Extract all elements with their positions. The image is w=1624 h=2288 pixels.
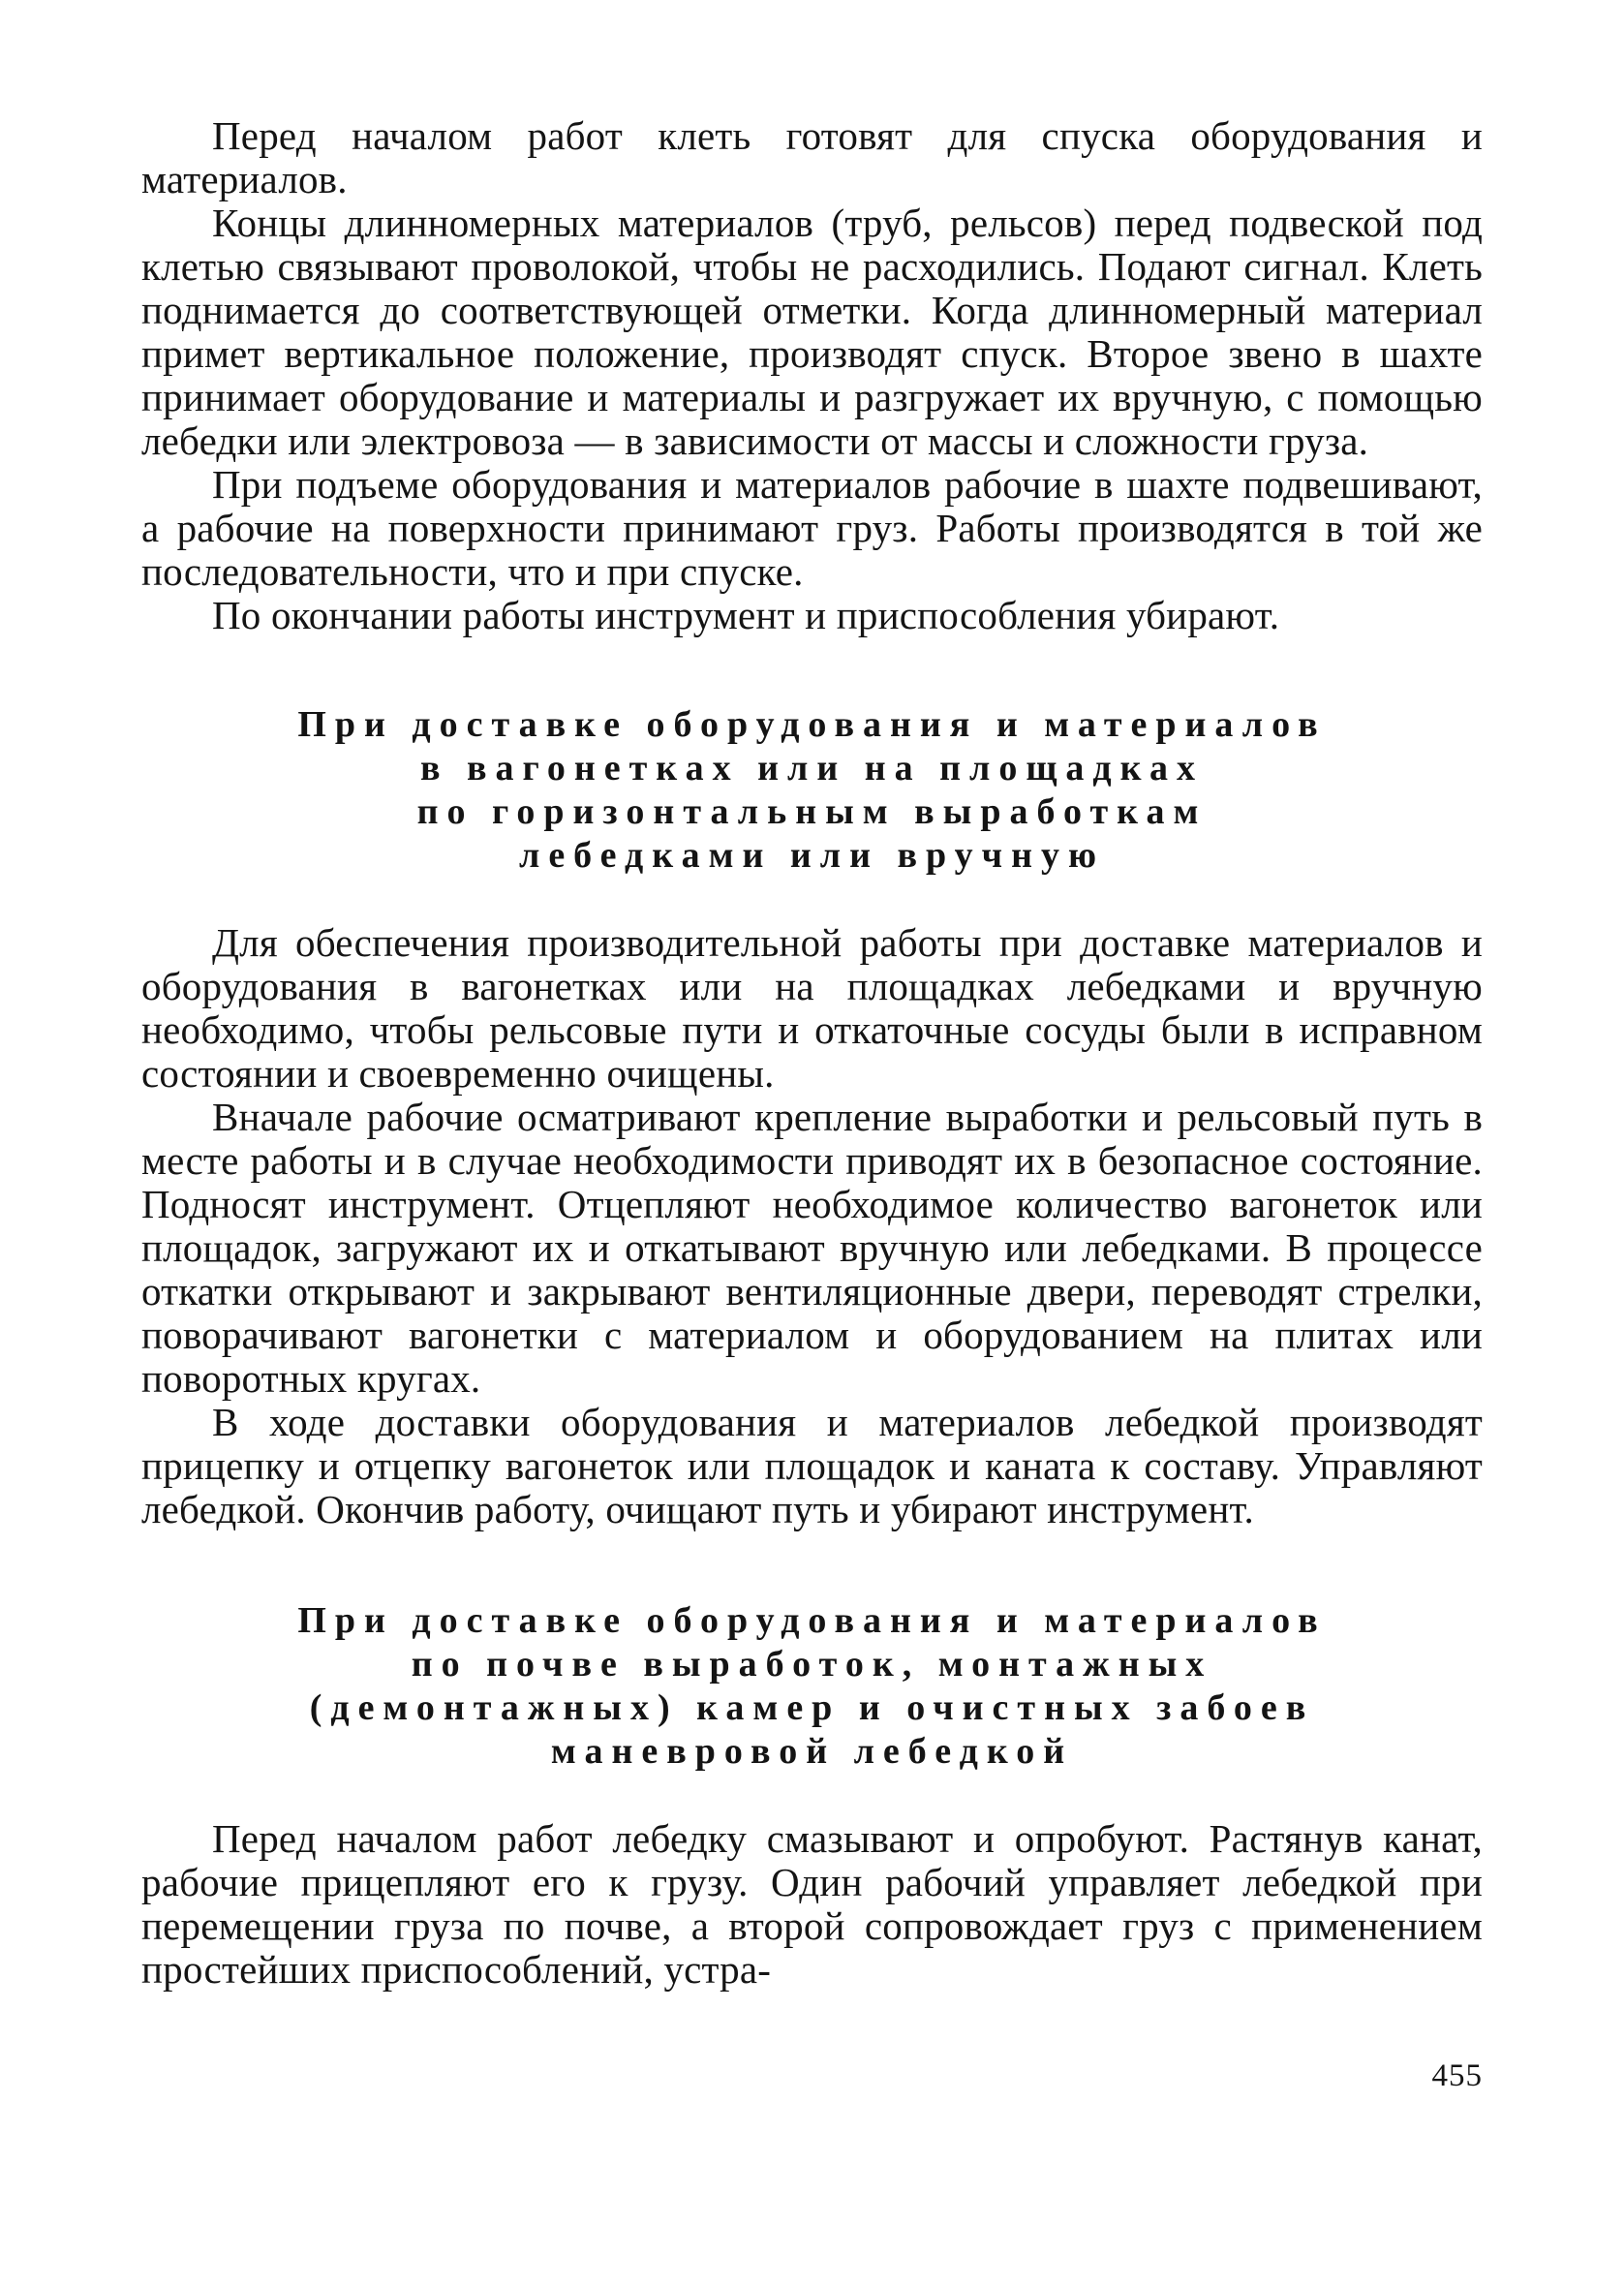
heading-line: по горизонтальным выработкам [416,791,1208,832]
paragraph: По окончании работы инструмент и приспособления убирают. [212,593,1280,637]
page-content [141,114,1483,1992]
paragraph: Концы длинномерных материалов (труб, рельсов) перед подвеской под клетью связывают проволокой, чтобы не расходились. Подают сигнал. Клеть поднимается до соответствующей отметки. Когда длинномерный материал примет вертикальное положение, производят спуск. Второе звено в шахте принимает оборудование и материалы и разгружает их вручную, с помощью лебедки или электровоза — в зависимости от массы и сложности груза. [141,201,1483,463]
paragraph: Перед началом работ лебедку смазывают и опробуют. Растянув канат, рабочие прицепляют его к грузу. Один рабочий управляет лебедкой при перемещении груза по почве, а второй сопровождает груз с применением простейших приспособлений, устра- [141,1816,1483,1992]
section-lift-cage [141,114,1483,637]
heading-line: в вагонетках или на площадках [420,748,1204,788]
page-number: 455 [1431,2058,1483,2093]
section-heading-wagons [141,703,1483,878]
heading-line: по почве выработок, монтажных [411,1644,1213,1685]
paragraph: Вначале рабочие осматривают крепление выработки и рельсовый путь в месте работы и в случае необходимости приводят их в безопасное состояние. Подносят инструмент. Отцепляют необходимое количество вагонеток или площадок, загружают их и откатывают вручную или лебедками. В процессе откатки открывают и закрывают вентиляционные двери, переводят стрелки, поворачивают вагонетки с материалом и оборудованием на плитах или поворотных кругах. [141,1095,1483,1401]
heading-line: (демонтажных) камер и очистных забоев [309,1687,1315,1728]
heading-line: При доставке оборудования и материалов [297,1600,1327,1641]
section-wagons [141,921,1483,1531]
section-heading-winch [141,1599,1483,1774]
heading-line: При доставке оборудования и материалов [297,704,1327,745]
paragraph: Для обеспечения производительной работы при доставке материалов и оборудования в вагонетках или на площадках лебедками и вручную необходимо, чтобы рельсовые пути и откаточные сосуды были в исправном состоянии и своевременно очищены. [141,920,1483,1096]
paragraph: При подъеме оборудования и материалов рабочие в шахте подвешивают, а рабочие на поверхности принимают груз. Работы производятся в той же последовательности, что и при спуске. [141,462,1483,594]
paragraph: Перед началом работ клеть готовят для спуска оборудования и материалов. [141,113,1483,201]
heading-line: лебедками или вручную [519,835,1105,876]
paragraph: В ходе доставки оборудования и материалов лебедкой производят прицепку и отцепку вагонеток или площадок и каната к составу. Управляют лебедкой. Окончив работу, очищают путь и убирают инструмент. [141,1400,1483,1531]
heading-line: маневровой лебедкой [550,1731,1074,1772]
section-winch [141,1817,1483,1992]
